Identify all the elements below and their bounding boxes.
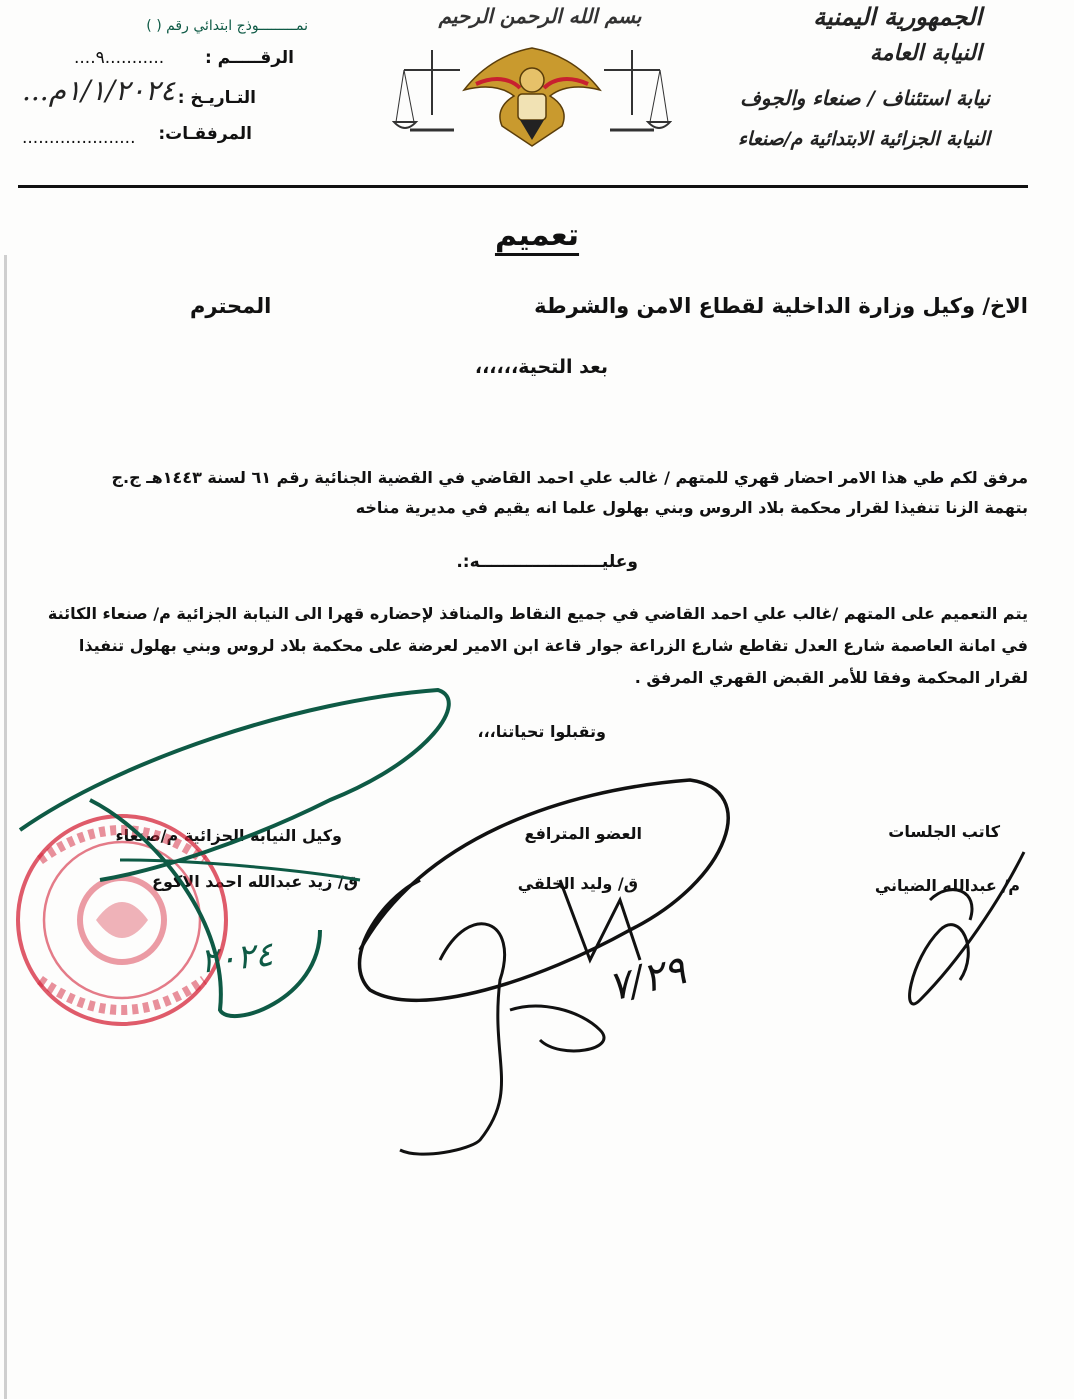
header-divider [18, 185, 1028, 188]
page-edge-shadow [4, 255, 7, 1399]
body-para2-line3: لقرار المحكمة وفقا للأمر القبض القهري المرفق . [634, 668, 1028, 687]
ref-number-value: ....٩........... [74, 48, 165, 68]
body-para1-line2: بتهمة الزنا تنفيذا لقرار محكمة بلاد الروس وبني بهلول علما انه يقيم في مديرية مناخه [355, 498, 1028, 517]
body-para1-line1: مرفق لكم طي هذا الامر احضار قهري للمتهم / غالب علي احمد القاضي في القضية الجنائية رقم ٦١ لسنة ١٤٤٣هـ ج.ج [111, 468, 1028, 487]
attachments-label: المرفقـات: [158, 124, 252, 144]
closing: وتقبلوا تحياتنا،،، [477, 722, 606, 741]
deputy-title: وكيل النيابة الجزائية م/صنعاء [115, 826, 342, 845]
yemen-emblem-icon [392, 30, 672, 150]
clerk-title: كاتب الجلسات [888, 822, 1000, 841]
official-stamp-icon [18, 816, 226, 1024]
basmala: بسم الله الرحمن الرحيم [438, 4, 642, 28]
document-title: تعميم [494, 218, 580, 253]
header-prosecution: النيابة الجزائية الابتدائية م/صنعاء [737, 128, 990, 150]
body-para2-line1: يتم التعميم على المتهم /غالب علي احمد القاضي في جميع النقاط والمنافذ لإحضاره قهرا الى النيابة الجزائية م/ صنعاء الكائنة [47, 604, 1028, 623]
handwritten-year: ٢٠٢٤ [198, 934, 275, 982]
attachments-value: ..................... [22, 128, 136, 148]
date-label: التـاريـخ : [177, 88, 256, 108]
clerk-name: م/ عبدالله الضياني [874, 876, 1020, 895]
handwritten-date: ٧/٢٩ [603, 947, 691, 1011]
greeting: بعد التحية،،،،،، [474, 356, 608, 378]
body-para2-line2: في امانة العاصمة شارع العدل تقاطع شارع الزراعة جوار قاعة ابن الامير لعرضة على محكمة بلاد لروس وبني بهلول تنفيذا [78, 636, 1028, 655]
member-title: العضو المترافع [524, 824, 642, 843]
form-number-label: نمـــــــــوذج ابتدائي رقم ( ) [146, 18, 308, 34]
date-value: ...١/١/٢٠٢٤م [22, 74, 176, 107]
header-office: النيابة العامة [869, 40, 982, 66]
ref-number-label: الرقـــــم : [204, 48, 294, 68]
wa-alayh: وعليـــــــــــــــــــــه:. [456, 552, 638, 572]
header-appeal-office: نيابة استئناف / صنعاء والجوف [740, 86, 990, 110]
deputy-name: ق/ زيد عبدالله احمد الاكوع [152, 872, 358, 891]
honorific: المحترم [190, 294, 272, 318]
header-country: الجمهورية اليمنية [813, 2, 982, 31]
member-name: ق/ وليد الخلقي [517, 874, 638, 893]
addressee: الاخ/ وكيل وزارة الداخلية لقطاع الامن والشرطة [534, 294, 1028, 318]
